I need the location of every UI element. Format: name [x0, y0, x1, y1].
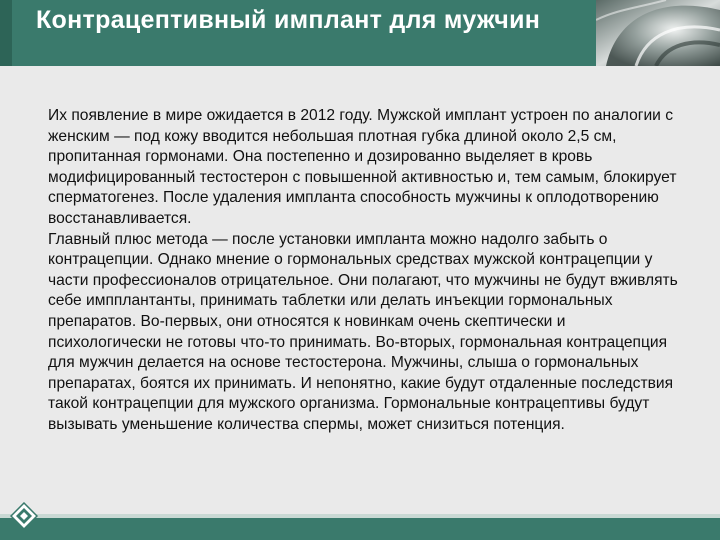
- slide-title: Контрацептивный имплант для мужчин: [36, 6, 541, 34]
- paragraph-2: Главный плюс метода — после установки импланта можно надолго забыть о контрацепции. Однако мнение о гормональных средствах мужской контрацепции у части профессионалов отрицательное. Они полагают, что мужчины не будут вживлять себе импплантанты, принимать таблетки или делать инъекции гормональных препаратов. Во-первых, они относятся к новинкам очень скептически и психологически не готовы что-то принимать. Во-вторых, гормональная контрацепция для мужчин делается на основе тестостерона. Мужчины, слыша о гормональных препаратах, боятся их принимать. И непонятно, какие будут отдаленные последствия такой контрацепции для мужского организма. Гормональные контрацептивы будут вызывать уменьшение количества спермы, может снизиться потенция.: [48, 230, 678, 433]
- slide-footer: [0, 518, 720, 540]
- header-stripe: [0, 0, 12, 66]
- slide-header: [0, 0, 720, 66]
- diamond-logo-icon: [10, 502, 38, 530]
- slide-content: [0, 66, 720, 518]
- metallic-swirl-graphic: [596, 0, 720, 66]
- body-text: [48, 106, 680, 436]
- paragraph-1: Их появление в мире ожидается в 2012 году. Мужской имплант устроен по аналогии с женским — под кожу вводится небольшая плотная губка длиной около 2,5 см, пропитанная гормонами. Она постепенно и дозированно выделяет в кровь модифицированный тестостерон с повышенной активностью и, тем самым, блокирует сперматогенез. После удаления импланта способность мужчины к оплодотворению восстанавливается.: [48, 107, 677, 227]
